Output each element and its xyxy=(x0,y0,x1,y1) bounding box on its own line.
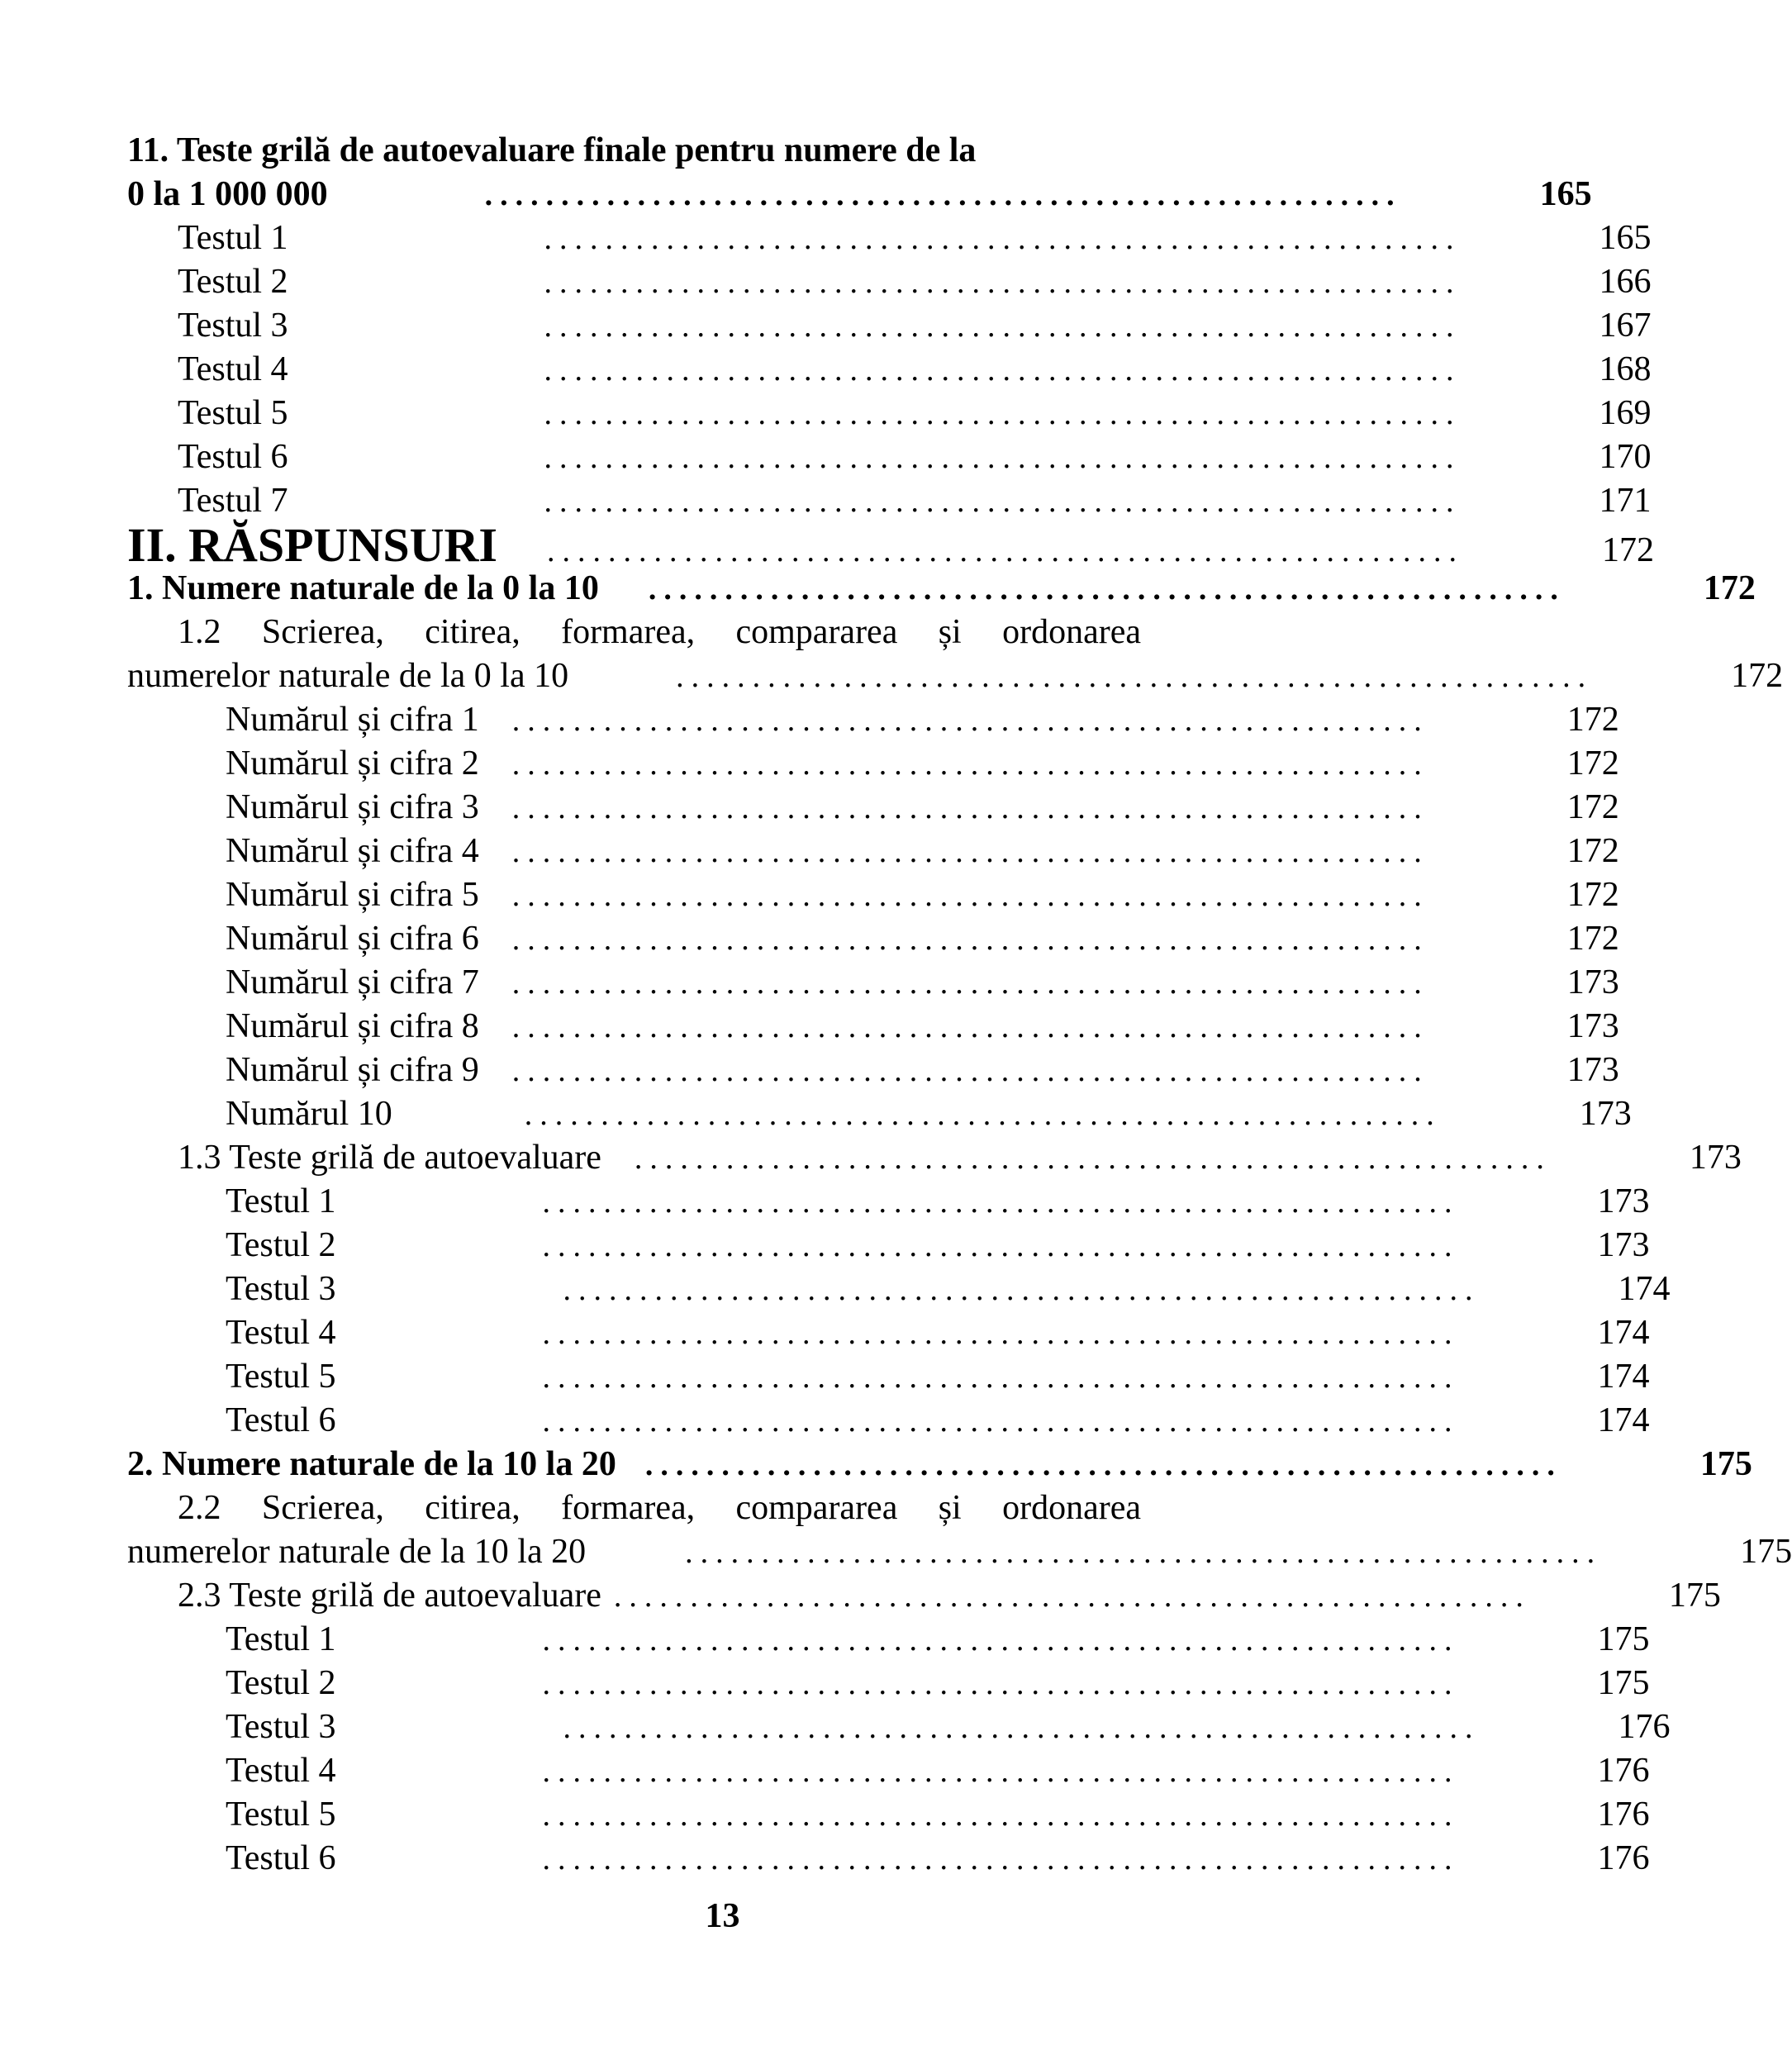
toc-entry xyxy=(127,1705,1671,1749)
dot-leader: ............................................................ xyxy=(685,1535,1603,1570)
dot-leader: ............................................................ xyxy=(676,659,1594,694)
toc-entry xyxy=(127,1355,1650,1399)
toc-entry xyxy=(127,1049,1619,1092)
toc-entry-title: Testul 1 xyxy=(226,1182,336,1220)
toc-entry xyxy=(127,392,1652,435)
dot-leader: ............................................................ xyxy=(542,1842,1460,1876)
toc-entry-page: 174 xyxy=(1618,1270,1671,1308)
toc-entry-page: 173 xyxy=(1597,1182,1650,1220)
toc-entry xyxy=(127,216,1652,260)
toc-entry-page: 176 xyxy=(1597,1796,1650,1834)
toc-entry-title: II. RĂSPUNSURI xyxy=(127,518,497,572)
toc-entry xyxy=(127,1530,1792,1574)
toc-entry-page: 169 xyxy=(1599,394,1652,432)
toc-entry-title: Testul 3 xyxy=(226,1270,336,1308)
toc-entry xyxy=(127,1574,1721,1618)
toc-entry-page: 172 xyxy=(1731,657,1784,695)
toc-entry-title: 2.3 Teste grilă de autoevaluare xyxy=(178,1577,601,1615)
toc-entry xyxy=(127,173,1592,216)
toc-entry xyxy=(127,435,1652,479)
dot-leader: ............................................................ xyxy=(511,878,1429,913)
dot-leader: ............................................................ xyxy=(511,747,1429,782)
toc-entry-page: 175 xyxy=(1597,1620,1650,1658)
toc-entry-title: 2. Numere naturale de la 10 la 20 xyxy=(127,1445,616,1483)
toc-entry-title: Testul 1 xyxy=(178,219,288,257)
toc-entry xyxy=(127,873,1619,917)
dot-leader: ............................................................ xyxy=(634,1141,1552,1176)
dot-leader: ............................................................ xyxy=(542,1667,1460,1701)
toc-entry-page: 172 xyxy=(1566,701,1619,739)
dot-leader: ............................................................ xyxy=(511,1054,1429,1088)
toc-entry xyxy=(127,1092,1632,1136)
toc-entry-title: Testul 3 xyxy=(226,1708,336,1746)
toc-entry-page: 174 xyxy=(1597,1401,1650,1439)
toc-entry-title: Testul 5 xyxy=(226,1796,336,1834)
dot-leader: ............................................................ xyxy=(563,1710,1481,1745)
toc-entry-page: 167 xyxy=(1599,307,1652,345)
toc-entry-page: 165 xyxy=(1599,219,1652,257)
dot-leader: ............................................................ xyxy=(542,1404,1460,1439)
toc-entry-title: Testul 6 xyxy=(226,1839,336,1877)
toc-entry-page: 176 xyxy=(1618,1708,1671,1746)
toc-entry xyxy=(127,479,1652,523)
dot-leader: ............................................................ xyxy=(542,1316,1460,1351)
dot-leader: ............................................................ xyxy=(511,922,1429,957)
dot-leader: ............................................................ xyxy=(524,1097,1442,1132)
dot-leader: ............................................................ xyxy=(544,440,1462,475)
dot-leader: ............................................................ xyxy=(542,1754,1460,1789)
toc-entry-page: 172 xyxy=(1566,920,1619,958)
toc-entry-title: Numărul și cifra 7 xyxy=(226,963,479,1001)
toc-entry-title: Testul 5 xyxy=(178,394,288,432)
toc-entry xyxy=(127,348,1652,392)
dot-leader: ............................................................ xyxy=(544,221,1462,256)
toc-entry-page: 173 xyxy=(1597,1226,1650,1264)
toc-entry-page: 172 xyxy=(1566,788,1619,826)
toc-entry-page: 172 xyxy=(1566,876,1619,914)
toc-entry-title: Numărul și cifra 4 xyxy=(226,832,479,870)
toc-entry-title: 1.3 Teste grilă de autoevaluare xyxy=(178,1139,601,1177)
toc-entry-page: 166 xyxy=(1599,263,1652,301)
dot-leader: ............................................................ xyxy=(542,1798,1460,1833)
dot-leader: ............................................................ xyxy=(648,572,1566,606)
toc-entry-title: 0 la 1 000 000 xyxy=(127,175,328,213)
dot-leader: ............................................................ xyxy=(544,484,1462,519)
toc-entry-title: Numărul și cifra 6 xyxy=(226,920,479,958)
toc-entry xyxy=(127,1399,1650,1443)
toc-entry xyxy=(127,1268,1671,1311)
toc-entry-title: Testul 1 xyxy=(226,1620,336,1658)
dot-leader: ............................................................ xyxy=(511,1010,1429,1044)
toc-entry-title: Numărul și cifra 3 xyxy=(226,788,479,826)
toc-entry-title: 2.2 Scrierea, citirea, formarea, compararea și ordonarea xyxy=(178,1489,1141,1527)
dot-leader: ............................................................ xyxy=(511,703,1429,738)
toc-entry xyxy=(127,1443,1752,1486)
toc-entry xyxy=(127,1793,1650,1837)
toc-entry-title: Testul 3 xyxy=(178,307,288,345)
dot-leader: ............................................................ xyxy=(511,966,1429,1001)
toc-entry xyxy=(127,518,1654,572)
toc-entry xyxy=(127,786,1619,830)
dot-leader: ............................................................ xyxy=(613,1579,1531,1614)
toc-entry-title: Testul 4 xyxy=(226,1752,336,1790)
toc-entry xyxy=(127,1662,1650,1705)
toc-entry-page: 176 xyxy=(1597,1752,1650,1790)
toc-entry xyxy=(127,698,1619,742)
toc-entry-title: Testul 7 xyxy=(178,482,288,520)
toc-entry-title: Numărul și cifra 2 xyxy=(226,744,479,782)
toc-entry xyxy=(127,654,1784,698)
toc-entry-page: 172 xyxy=(1703,569,1756,607)
toc-entry-title: Testul 2 xyxy=(226,1226,336,1264)
toc-entry-page: 173 xyxy=(1579,1095,1632,1133)
toc-entry xyxy=(127,304,1652,348)
toc-entry-page: 173 xyxy=(1566,1051,1619,1089)
toc-entry xyxy=(127,742,1619,786)
toc-entry-page: 173 xyxy=(1566,963,1619,1001)
toc-entry-page: 173 xyxy=(1566,1007,1619,1045)
toc-entry xyxy=(127,1837,1650,1881)
toc-entry-title: Numărul 10 xyxy=(226,1095,392,1133)
toc-entry-title: Testul 2 xyxy=(178,263,288,301)
dot-leader: ............................................................ xyxy=(544,309,1462,344)
toc-entry-title: Testul 6 xyxy=(178,438,288,476)
toc-entry xyxy=(127,917,1619,961)
dot-leader: ............................................................ xyxy=(542,1185,1460,1220)
toc-entry-page: 174 xyxy=(1597,1314,1650,1352)
toc-entry xyxy=(127,1005,1619,1049)
toc-entry-page: 175 xyxy=(1668,1577,1721,1615)
toc-entry-page: 172 xyxy=(1566,744,1619,782)
toc-entry xyxy=(127,1749,1650,1793)
toc-entry-title: Numărul și cifra 8 xyxy=(226,1007,479,1045)
toc-entry xyxy=(127,1311,1650,1355)
toc-entry-page: 174 xyxy=(1597,1358,1650,1396)
toc-entry xyxy=(127,1618,1650,1662)
dot-leader: ............................................................ xyxy=(563,1272,1481,1307)
toc-entry-title: Numărul și cifra 5 xyxy=(226,876,479,914)
toc-entry xyxy=(127,567,1756,611)
toc-entry-title: 1.2 Scrierea, citirea, formarea, compararea și ordonarea xyxy=(178,613,1141,651)
toc-entry xyxy=(127,1136,1742,1180)
toc-entry-title: 1. Numere naturale de la 0 la 10 xyxy=(127,569,599,607)
toc-entry-title: numerelor naturale de la 0 la 10 xyxy=(127,657,569,695)
dot-leader: ............................................................ xyxy=(542,1360,1460,1395)
toc-entry xyxy=(127,611,1188,654)
toc-entry-page: 175 xyxy=(1699,1445,1752,1483)
toc-entry-page: 175 xyxy=(1597,1664,1650,1702)
dot-leader: ............................................................ xyxy=(511,835,1429,869)
toc-entry-title: Numărul și cifra 1 xyxy=(226,701,479,739)
toc-entry-page: 170 xyxy=(1599,438,1652,476)
dot-leader: ............................................................ xyxy=(546,534,1464,568)
toc-entry xyxy=(127,961,1619,1005)
dot-leader: ............................................................ xyxy=(542,1623,1460,1658)
dot-leader: ............................................................ xyxy=(644,1448,1562,1482)
dot-leader: ............................................................ xyxy=(544,397,1462,431)
toc-entry-page: 171 xyxy=(1599,482,1652,520)
toc-entry-title: numerelor naturale de la 10 la 20 xyxy=(127,1533,587,1571)
toc-entry-title: Testul 4 xyxy=(178,350,288,388)
toc-entry-page: 172 xyxy=(1566,832,1619,870)
dot-leader: ............................................................ xyxy=(542,1229,1460,1263)
toc-entry xyxy=(127,1180,1650,1224)
toc-entry xyxy=(127,1486,1188,1530)
toc-entry-page: 165 xyxy=(1539,175,1592,213)
toc-entry-title: Numărul și cifra 9 xyxy=(226,1051,479,1089)
toc-entry-title: 11. Teste grilă de autoevaluare finale pentru numere de la xyxy=(127,131,977,169)
page-number: 13 xyxy=(705,1897,740,1935)
dot-leader: ............................................................ xyxy=(544,353,1462,388)
toc-entry-page: 172 xyxy=(1601,531,1654,569)
toc-entry-page: 173 xyxy=(1689,1139,1742,1177)
dot-leader: ............................................................ xyxy=(511,791,1429,825)
toc-entry xyxy=(127,830,1619,873)
toc-entry-title: Testul 4 xyxy=(226,1314,336,1352)
toc-entry-page: 176 xyxy=(1597,1839,1650,1877)
table-of-contents xyxy=(127,129,1792,1881)
toc-entry-page: 175 xyxy=(1740,1533,1792,1571)
dot-leader: ............................................................ xyxy=(544,265,1462,300)
toc-entry-page: 168 xyxy=(1599,350,1652,388)
toc-entry xyxy=(127,129,1188,173)
dot-leader: ............................................................ xyxy=(484,178,1402,212)
toc-entry-title: Testul 5 xyxy=(226,1358,336,1396)
toc-entry-title: Testul 2 xyxy=(226,1664,336,1702)
toc-entry xyxy=(127,260,1652,304)
toc-entry xyxy=(127,1224,1650,1268)
toc-entry-title: Testul 6 xyxy=(226,1401,336,1439)
